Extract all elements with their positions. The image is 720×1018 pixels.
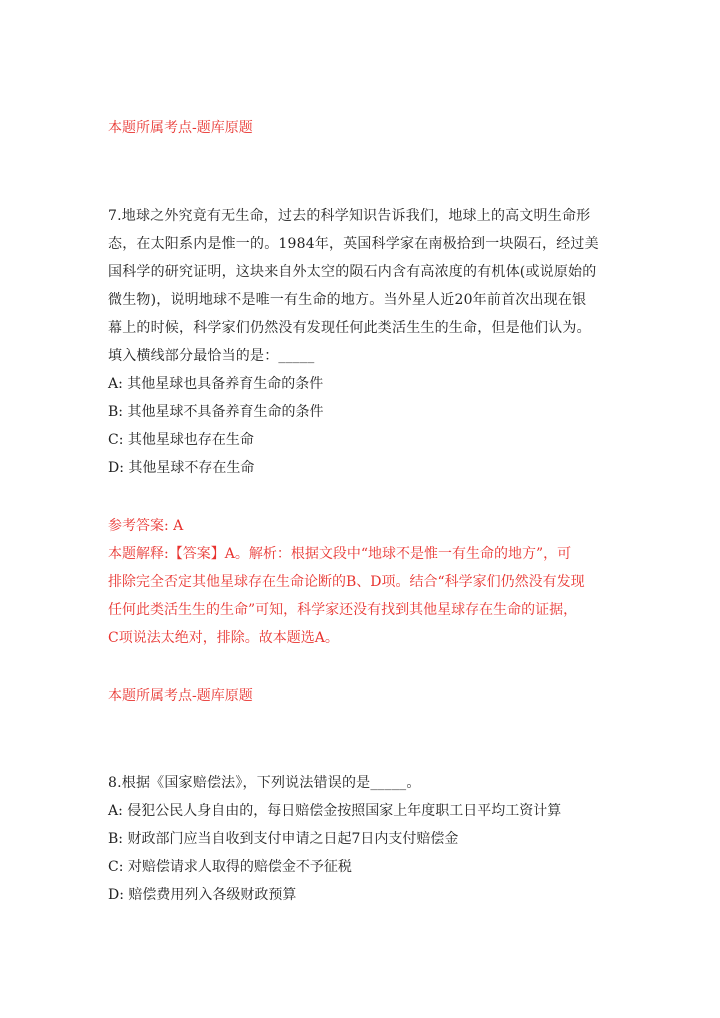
option-a: A: 其他星球也具备养育生命的条件 (108, 376, 324, 392)
explanation-line: 任何此类活生生的生命”可知，科学家还没有找到其他星球存在生命的证据， (108, 602, 578, 618)
question-7-line: 幕上的时候，科学家们仍然没有发现任何此类活生生的生命，但是他们认为。 (108, 320, 591, 336)
option-d: D: 其他星球不存在生命 (108, 460, 255, 476)
question-7-line: 微生物)，说明地球不是唯一有生命的地方。当外星人近20年前首次出现在银 (108, 292, 587, 308)
question-7-line: 态，在太阳系内是惟一的。1984年，英国科学家在南极拾到一块陨石，经过美 (108, 236, 599, 252)
option-c: C: 对赔偿请求人取得的赔偿金不予征税 (108, 859, 352, 875)
option-a: A: 侵犯公民人身自由的，每日赔偿金按照国家上年度职工日平均工资计算 (108, 803, 562, 819)
answer-label: 参考答案: A (108, 518, 184, 534)
question-8-stem: 8.根据《国家赔偿法》，下列说法错误的是_____。 (108, 775, 421, 791)
option-d: D: 赔偿费用列入各级财政预算 (108, 887, 297, 903)
question-7-line: 填入横线部分最恰当的是：_____ (108, 348, 315, 364)
option-c: C: 其他星球也存在生命 (108, 432, 254, 448)
option-b: B: 财政部门应当自收到支付申请之日起7日内支付赔偿金 (108, 831, 459, 847)
option-b: B: 其他星球不具备养育生命的条件 (108, 404, 324, 420)
question-7-line: 国科学的研究证明，这块来自外太空的陨石内含有高浓度的有机体(或说原始的 (108, 264, 597, 280)
topic-label: 本题所属考点-题库原题 (108, 120, 253, 136)
explanation-line: 排除完全否定其他星球存在生命论断的B、D项。结合“科学家们仍然没有发现 (108, 574, 585, 590)
explanation-line: C项说法太绝对，排除。故本题选A。 (108, 630, 339, 646)
question-7-line: 7.地球之外究竟有无生命，过去的科学知识告诉我们，地球上的高文明生命形 (108, 208, 591, 224)
topic-label: 本题所属考点-题库原题 (108, 688, 253, 704)
explanation-line: 本题解释:【答案】A。解析：根据文段中“地球不是惟一有生命的地方”，可 (108, 546, 572, 562)
